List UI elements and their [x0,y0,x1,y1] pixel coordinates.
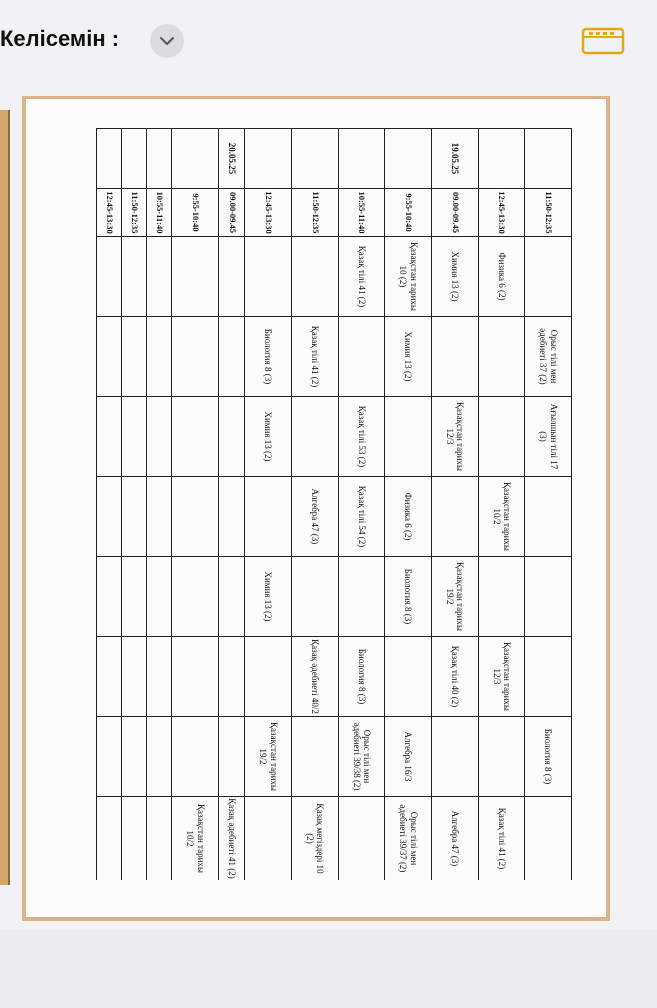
lesson-cell [338,557,385,637]
time-cell: 10:55-11:40 [147,189,172,237]
lesson-cell [97,717,122,797]
date-cell [292,129,339,189]
lesson-cell [147,397,172,477]
lesson-cell [525,797,572,881]
date-cell [172,129,219,189]
lesson-cell: Химия 13 (2) [245,397,292,477]
lesson-cell: Қазақстан тарихы 19/2 [432,557,479,637]
lesson-cell [219,477,245,557]
lesson-cell [97,237,122,317]
lesson-cell [478,717,525,797]
schedule-table [96,128,572,880]
lesson-cell [432,717,479,797]
footer-area [0,930,657,1008]
lesson-cell [147,237,172,317]
lesson-cell [338,317,385,397]
table-row [147,129,172,881]
lesson-cell [97,557,122,637]
date-cell [525,129,572,189]
lesson-cell: Қазақ әдебиеті 41 (2) [219,797,245,881]
lesson-cell [385,637,432,717]
date-cell: 20.05.25 [219,129,245,189]
table-row [478,129,525,881]
date-cell [478,129,525,189]
lesson-cell: Қазақстан тарихы 12/3 [432,397,479,477]
lesson-cell [172,717,219,797]
date-cell [385,129,432,189]
lesson-cell [172,317,219,397]
keyboard-icon[interactable] [580,24,626,58]
lesson-cell [292,717,339,797]
lesson-cell [147,317,172,397]
lesson-cell [219,717,245,797]
lesson-cell [97,637,122,717]
lesson-cell [525,557,572,637]
date-cell: 19.05.25 [432,129,479,189]
lesson-cell: Орыс тілі мен әдебиеті 39/37 (2) [385,797,432,881]
lesson-cell: Қазақ тілі 54 (2) [338,477,385,557]
lesson-cell: Биология 8 (3) [338,637,385,717]
lesson-cell [219,397,245,477]
time-cell: 09.00-09.45 [219,189,245,237]
lesson-cell [478,397,525,477]
lesson-cell [122,397,147,477]
lesson-cell: Қазақстан тарихы 12/3 [478,637,525,717]
lesson-cell: Қазақ мегіздері 10 (2) [292,797,339,881]
lesson-cell: Қазақстан тарихы 10 (2) [385,237,432,317]
lesson-cell: Қазақстан тарихы 19/2 [245,717,292,797]
lesson-cell: Химия 13 (2) [245,557,292,637]
lesson-cell: Қазақстан тарихы 10/2 [172,797,219,881]
previous-page-edge [0,110,10,885]
lesson-cell: Биология 8 (3) [525,717,572,797]
lesson-cell [292,237,339,317]
time-cell: 11:50-12:35 [525,189,572,237]
lesson-cell: Қазақстан тарихы 10/2 [478,477,525,557]
lesson-cell: Қазақ тілі 40 (2) [432,637,479,717]
lesson-cell [122,557,147,637]
lesson-cell [172,557,219,637]
time-cell: 12:45-13:30 [97,189,122,237]
lesson-cell [219,637,245,717]
lesson-cell [432,317,479,397]
time-cell: 10:55-11:40 [338,189,385,237]
lesson-cell [432,477,479,557]
table-row [122,129,147,881]
time-cell: 12:45-13:30 [245,189,292,237]
time-cell: 9:55-10:40 [385,189,432,237]
lesson-cell [147,797,172,881]
lesson-cell: Қазақ әдебиеті 40/2 [292,637,339,717]
lesson-cell [219,317,245,397]
time-cell: 09.00-09.45 [432,189,479,237]
lesson-cell [478,317,525,397]
date-cell [338,129,385,189]
lesson-cell [292,397,339,477]
date-cell [147,129,172,189]
lesson-cell [147,637,172,717]
lesson-cell: Қазақ тілі 53 (2) [338,397,385,477]
lesson-cell [525,237,572,317]
lesson-cell [122,317,147,397]
lesson-cell: Биология 8 (3) [245,317,292,397]
lesson-cell [478,557,525,637]
lesson-cell: Химия 13 (2) [432,237,479,317]
time-cell: 11:50-12:35 [292,189,339,237]
table-row [97,129,122,881]
date-cell [97,129,122,189]
lesson-cell [97,317,122,397]
lesson-cell [245,797,292,881]
lesson-cell [172,397,219,477]
chevron-down-icon[interactable] [150,24,184,58]
lesson-cell: Биология 8 (3) [385,557,432,637]
lesson-cell [122,797,147,881]
lesson-cell [525,477,572,557]
lesson-cell [97,797,122,881]
lesson-cell [122,477,147,557]
lesson-cell [97,477,122,557]
lesson-cell [122,717,147,797]
table-row [525,129,572,881]
lesson-cell [147,557,172,637]
table-row [432,129,479,881]
lesson-cell: Алгебра 47 (3) [292,477,339,557]
lesson-cell [219,237,245,317]
table-row [219,129,245,881]
lesson-cell: Физика 6 (2) [478,237,525,317]
lesson-cell: Орыс тілі мен әдебиеті 39/38 (2) [338,717,385,797]
lesson-cell [147,477,172,557]
lesson-cell [245,237,292,317]
lesson-cell: Қазақ тілі 41 (2) [478,797,525,881]
lesson-cell [147,717,172,797]
lesson-cell: Физика 6 (2) [385,477,432,557]
lesson-cell [245,637,292,717]
lesson-cell [525,637,572,717]
lesson-cell: Ағылшын тілі 17 (3) [525,397,572,477]
lesson-cell [245,477,292,557]
date-cell [245,129,292,189]
table-row [385,129,432,881]
lesson-cell [172,237,219,317]
lesson-cell: Қазақ тілі 41 (2) [292,317,339,397]
lesson-cell [122,237,147,317]
top-bar [0,0,657,88]
table-row [338,129,385,881]
date-cell [122,129,147,189]
lesson-cell [292,557,339,637]
lesson-cell: Алгебра 47 (3) [432,797,479,881]
page-title: Келісемін : [0,26,120,51]
lesson-cell: Химия 13 (2) [385,317,432,397]
lesson-cell: Алгебра 16/3 [385,717,432,797]
time-cell: 12:45-13:30 [478,189,525,237]
lesson-cell [97,397,122,477]
lesson-cell [122,637,147,717]
table-row [292,129,339,881]
lesson-cell [172,637,219,717]
table-row [245,129,292,881]
lesson-cell: Орыс тілі мен әдебиеті 37 (2) [525,317,572,397]
lesson-cell: Қазақ тілі 41 (2) [338,237,385,317]
table-row [172,129,219,881]
lesson-cell [338,797,385,881]
time-cell: 9:55-10:40 [172,189,219,237]
time-cell: 11:50-12:35 [122,189,147,237]
lesson-cell [219,557,245,637]
lesson-cell [385,397,432,477]
lesson-cell [172,477,219,557]
schedule-area [96,128,572,880]
